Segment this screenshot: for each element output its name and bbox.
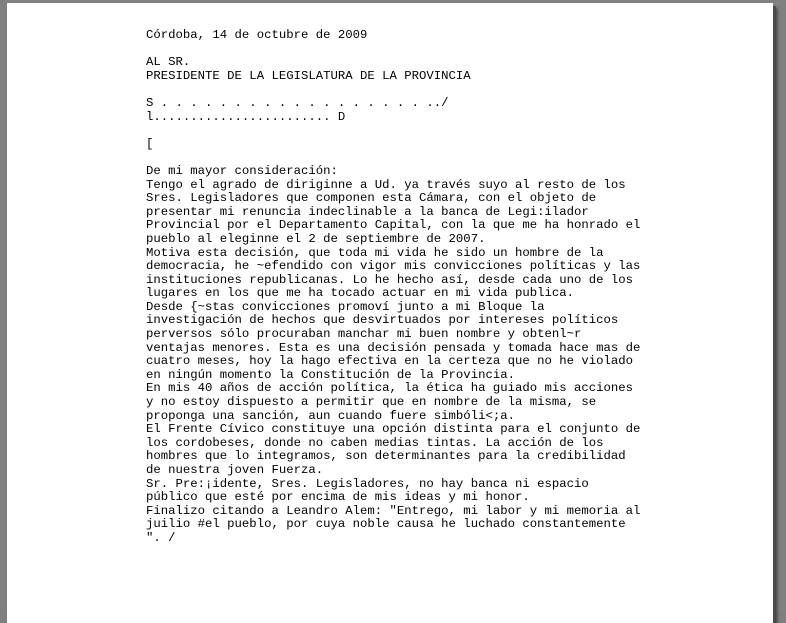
blank-line — [146, 151, 666, 165]
recipient-line-2: PRESIDENTE DE LA LEGISLATURA DE LA PROVINCIA — [146, 68, 471, 83]
body-line: ". / — [146, 530, 176, 545]
body-line: Provincial por el Departamento Capital, con la que me ha honrado el — [146, 218, 641, 233]
sd-line-1: S . . . . . . . . . . . . . . . . . . ../ — [146, 95, 449, 110]
body-line: cuatro meses, hoy la hago efectiva en la certeza que no he violado — [146, 354, 634, 369]
body-line: proponga una sanción, aun cuando fuere simbóli<;a. — [146, 408, 515, 423]
body-line: instituciones republicanas. Lo he hecho así, desde cada uno de los — [146, 272, 634, 287]
letter-text — [146, 29, 666, 546]
body-line: Sres. Legisladores que componen esta Cámara, con el objeto de — [146, 191, 597, 206]
body-line: pueblo al eleginne el 2 de septiembre de 2007. — [146, 231, 486, 246]
body-line: El Frente Cívico constituye una opción distinta para el conjunto de — [146, 422, 641, 437]
blank-line — [146, 43, 666, 57]
document-page — [7, 3, 773, 623]
body-line: en ningún momento la Constitución de la Provincia. — [146, 367, 515, 382]
body-line: investigación de hechos que desvirtuados por intereses políticos — [146, 313, 619, 328]
body-line: Finalizo citando a Leandro Alem: "Entrego, mi labor y mi memoria al — [146, 503, 641, 518]
body-line: En mis 40 años de acción política, la ética ha guiado mis acciones — [146, 381, 634, 396]
body-line: juilio #el pueblo, por cuya noble causa he luchado constantemente — [146, 517, 626, 532]
body-line: perversos sólo procuraban manchar mi buen nombre y obtenl~r — [146, 327, 582, 342]
sd-line-2: l........................ D — [146, 109, 346, 124]
recipient-line-1: AL SR. — [146, 55, 191, 70]
body-line: De mi mayor consideración: — [146, 163, 338, 178]
body-line: y no estoy dispuesto a permitir que en nombre de la misma, se — [146, 395, 597, 410]
body-line: Tengo el agrado de diriginne a Ud. ya través suyo al resto de los — [146, 177, 626, 192]
body-line: público que esté por encima de mis ideas y mi honor. — [146, 490, 530, 505]
body-line: Desde {~stas convicciones promoví junto a mi Bloque la — [146, 299, 545, 314]
stray-mark: [ — [146, 136, 154, 151]
body-line: presentar mi renuncia indeclinable a la banca de Legi:ilador — [146, 204, 589, 219]
body-line: hombres que lo integramos, son determinantes para la credibilidad — [146, 449, 626, 464]
body-line: ventajas menores. Esta es una decisión pensada y tomada hace mas de — [146, 340, 641, 355]
body-line: los cordobeses, donde no caben medias tintas. La acción de los — [146, 435, 604, 450]
body-line: Sr. Pre:¡idente, Sres. Legisladores, no hay banca ni espacio — [146, 476, 589, 491]
body-line: de nuestra joven Fuerza. — [146, 463, 324, 477]
blank-line — [146, 83, 666, 97]
body-line: lugares en los que me ha tocado actuar en mi vida publica. — [146, 286, 575, 301]
body-line: Motiva esta decisión, que toda mi vida he sido un hombre de la — [146, 245, 604, 260]
blank-line — [146, 124, 666, 138]
letter-date: Córdoba, 14 de octubre de 2009 — [146, 28, 368, 42]
body-line: democracia, he ~efendido con vigor mis convicciones políticas y las — [146, 259, 641, 274]
